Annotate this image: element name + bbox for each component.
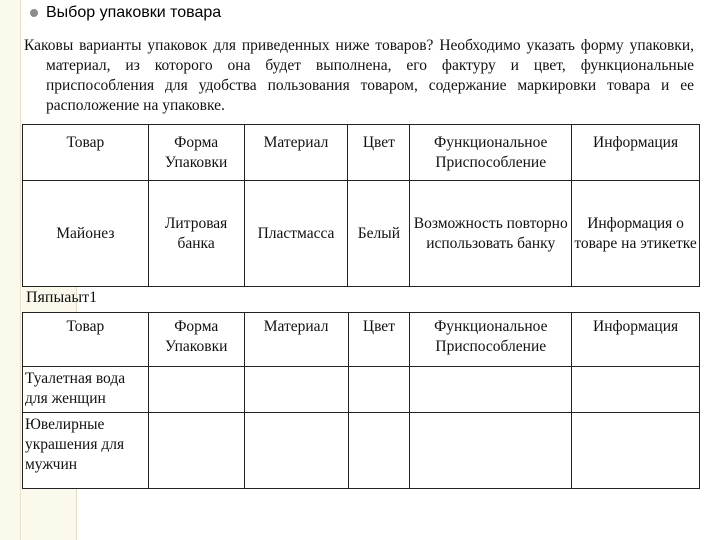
header-color: Цвет [348, 313, 410, 367]
packaging-table-example [22, 124, 700, 287]
cell-form [148, 367, 244, 413]
cell-form [148, 413, 244, 489]
header-color: Цвет [348, 125, 410, 181]
header-function: Функциональное Приспособление [410, 313, 572, 367]
cell-form: Литровая банка [148, 181, 244, 287]
header-material: Материал [244, 313, 348, 367]
cell-product: Ювелирные украшения для мужчин [23, 413, 149, 489]
cell-color: Белый [348, 181, 410, 287]
cell-info [572, 367, 700, 413]
intro-paragraph: Каковы варианты упаковок для приведенных ниже товаров? Необходимо указать форму упаковки, материал, из которого она будет выполнена, его фактуру и цвет, функциональные приспособления для удобства пользования товаром, содержание маркировки товара и ее расположение на упаковке. [24, 37, 694, 114]
header-info: Информация [572, 125, 700, 181]
bullet-icon [30, 9, 38, 17]
cell-material: Пластмасса [244, 181, 348, 287]
cell-function: Возможность повторно использовать банку [410, 181, 572, 287]
cell-product: Туалетная вода для женщин [23, 367, 149, 413]
header-form: Форма Упаковки [148, 313, 244, 367]
cell-function [410, 413, 572, 489]
slide-title-text: Выбор упаковки товара [46, 4, 222, 21]
cell-function [410, 367, 572, 413]
header-function: Функциональное Приспособление [410, 125, 572, 181]
header-material: Материал [244, 125, 348, 181]
header-form: Форма Упаковки [148, 125, 244, 181]
slide-title [30, 4, 221, 22]
intro-text [24, 36, 694, 116]
cell-color [348, 413, 410, 489]
cell-material [244, 413, 348, 489]
header-info: Информация [572, 313, 700, 367]
packaging-table-task [22, 312, 700, 489]
header-product: Товар [23, 125, 149, 181]
cell-info [572, 413, 700, 489]
cell-info: Информация о товаре на этикетке [572, 181, 700, 287]
header-product: Товар [23, 313, 149, 367]
cell-material [244, 367, 348, 413]
cell-product: Майонез [23, 181, 149, 287]
cell-color [348, 367, 410, 413]
note-text: Пяпыаыт1 [26, 289, 98, 306]
